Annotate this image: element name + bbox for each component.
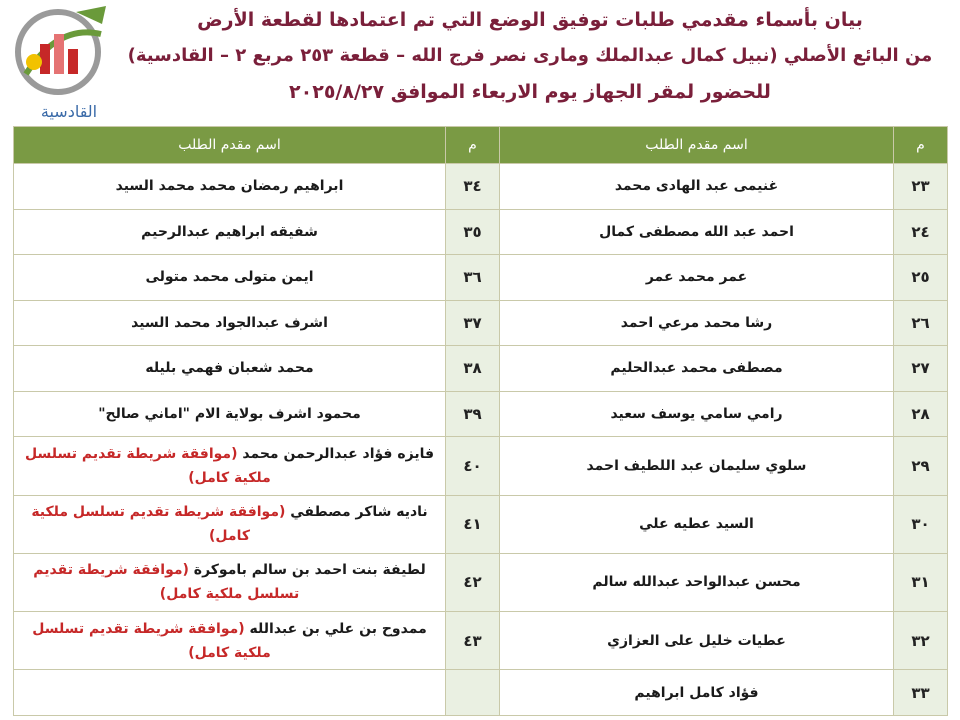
applicant-name-right: سلوي سليمان عبد اللطيف احمد: [500, 437, 894, 495]
table-row: [14, 346, 948, 392]
applicant-name-text: اشرف عبدالجواد محمد السيد: [131, 314, 328, 331]
table-body: [14, 164, 948, 716]
row-number-left: ٣٤: [446, 164, 500, 210]
row-number-right: ٢٨: [894, 391, 948, 437]
row-number-right: ٢٣: [894, 164, 948, 210]
col-num-header: م: [894, 127, 948, 164]
row-number-right: ٢٦: [894, 300, 948, 346]
approval-note: (موافقة شريطة تقديم تسلسل ملكية كامل): [31, 504, 286, 545]
table-row: [14, 164, 948, 210]
applicant-name-right: السيد عطيه علي: [500, 495, 894, 553]
city-logo-icon: [6, 4, 116, 104]
title-block: [120, 2, 940, 110]
table-row: [14, 300, 948, 346]
approval-note: (موافقة شريطة تقديم تسلسل ملكية كامل): [33, 562, 300, 603]
col-num-header: م: [446, 127, 500, 164]
applicant-name-left: [14, 164, 446, 210]
row-number-left: ٤٠: [446, 437, 500, 495]
applicants-table: [13, 126, 948, 716]
applicant-name-left: [14, 437, 446, 495]
title-line-1: بيان بأسماء مقدمي طلبات توفيق الوضع التي تم اعتمادها لقطعة الأرض: [197, 9, 863, 31]
applicant-name-left: [14, 670, 446, 716]
row-number-left: ٣٧: [446, 300, 500, 346]
applicant-name-left: [14, 553, 446, 611]
table-row: [14, 612, 948, 670]
logo: [6, 4, 116, 120]
applicant-name-left: [14, 209, 446, 255]
applicant-name-text: ناديه شاكر مصطفي: [285, 504, 428, 521]
applicant-name-right: رامي سامي يوسف سعيد: [500, 391, 894, 437]
approval-note: (موافقة شريطة تقديم تسلسل ملكية كامل): [32, 620, 271, 661]
applicant-name-right: رشا محمد مرعي احمد: [500, 300, 894, 346]
row-number-right: ٣١: [894, 553, 948, 611]
row-number-left: ٣٦: [446, 255, 500, 301]
table-row: [14, 437, 948, 495]
row-number-left: ٣٥: [446, 209, 500, 255]
applicant-name-left: [14, 300, 446, 346]
applicant-name-left: [14, 391, 446, 437]
title-line-2: من البائع الأصلي (نبيل كمال عبدالملك ومارى نصر فرج الله – قطعة ٢٥٣ مربع ٢ – القادسية): [127, 45, 933, 66]
applicant-name-right: محسن عبدالواحد عبدالله سالم: [500, 553, 894, 611]
applicant-name-text: ابراهيم رمضان محمد محمد السيد: [115, 178, 344, 195]
col-name-header: اسم مقدم الطلب: [14, 127, 446, 164]
row-number-left: ٤١: [446, 495, 500, 553]
applicant-name-right: احمد عبد الله مصطفى كمال: [500, 209, 894, 255]
table-row: [14, 670, 948, 716]
applicant-name-text: فايزه فؤاد عبدالرحمن محمد: [237, 445, 434, 462]
applicant-name-right: غنيمى عبد الهادى محمد: [500, 164, 894, 210]
applicant-name-text: محمد شعبان فهمي بليله: [145, 360, 314, 377]
applicant-name-left: [14, 255, 446, 301]
row-number-right: ٢٩: [894, 437, 948, 495]
table-row: [14, 553, 948, 611]
row-number-left: ٣٨: [446, 346, 500, 392]
applicant-name-left: [14, 495, 446, 553]
row-number-left: ٤٣: [446, 612, 500, 670]
table-header-row: [14, 127, 948, 164]
logo-label: القادسية: [40, 102, 98, 121]
applicant-name-text: شفيقه ابراهيم عبدالرحيم: [141, 223, 318, 240]
applicant-name-text: ايمن متولى محمد متولى: [145, 269, 314, 286]
applicant-name-right: فؤاد كامل ابراهيم: [500, 670, 894, 716]
applicant-name-text: لطيفة بنت احمد بن سالم باموكرة: [188, 562, 426, 579]
table-row: [14, 255, 948, 301]
row-number-right: ٣٣: [894, 670, 948, 716]
col-name-header: اسم مقدم الطلب: [500, 127, 894, 164]
row-number-right: ٣٠: [894, 495, 948, 553]
applicant-name-right: عطيات خليل على العزازي: [500, 612, 894, 670]
title-line-3: للحضور لمقر الجهاز يوم الاربعاء الموافق ٢٠٢٥/٨/٢٧: [289, 81, 771, 103]
applicant-name-left: [14, 346, 446, 392]
row-number-left: [446, 670, 500, 716]
applicant-name-right: مصطفى محمد عبدالحليم: [500, 346, 894, 392]
applicant-name-right: عمر محمد عمر: [500, 255, 894, 301]
row-number-right: ٢٤: [894, 209, 948, 255]
applicant-name-left: [14, 612, 446, 670]
approval-note: (موافقة شريطة تقديم تسلسل ملكية كامل): [25, 445, 271, 486]
table-row: [14, 209, 948, 255]
applicant-name-text: محمود اشرف بولاية الام "اماني صالح": [98, 406, 361, 422]
row-number-left: ٣٩: [446, 391, 500, 437]
row-number-left: ٤٢: [446, 553, 500, 611]
row-number-right: ٢٥: [894, 255, 948, 301]
table-row: [14, 391, 948, 437]
table-row: [14, 495, 948, 553]
row-number-right: ٣٢: [894, 612, 948, 670]
applicant-name-text: ممدوح بن علي بن عبدالله: [244, 620, 427, 637]
row-number-right: ٢٧: [894, 346, 948, 392]
